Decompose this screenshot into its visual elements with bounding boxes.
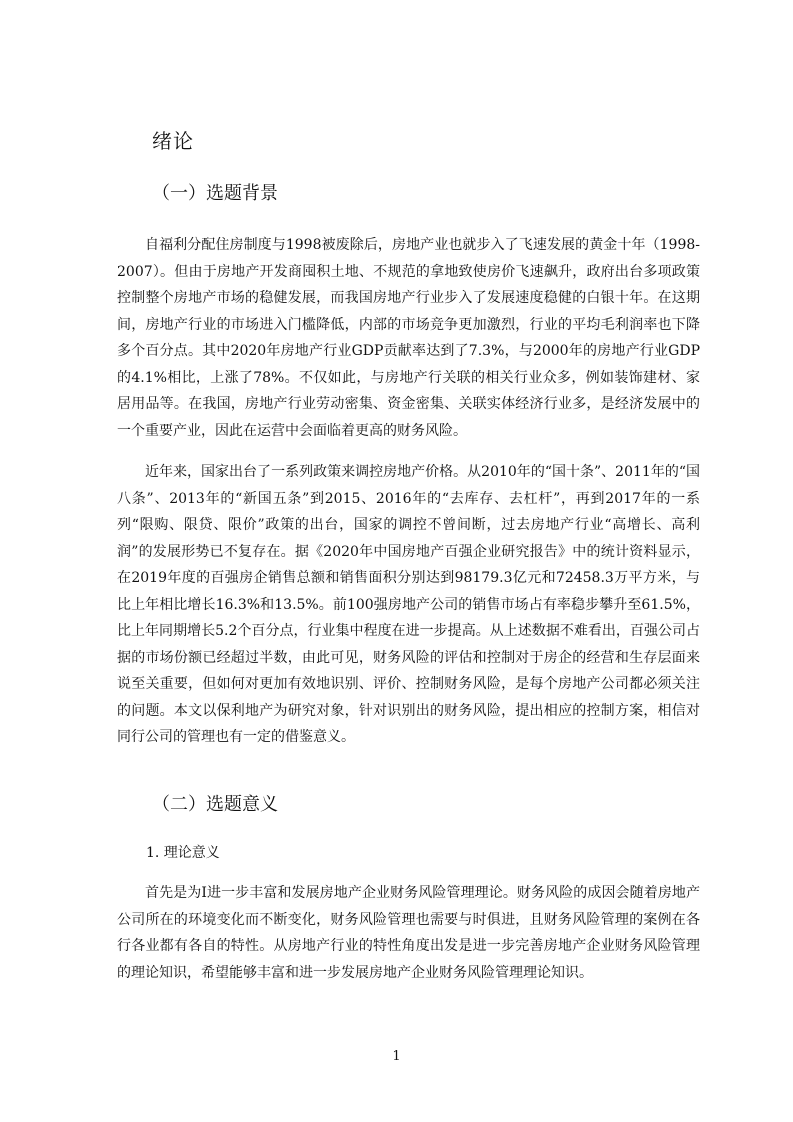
- paragraph-background-1: 自福利分配住房制度与1998被废除后，房地产业也就步入了飞速发展的黄金十年（1998-2007）。但由于房地产开发商囤积土地、不规范的拿地致使房价飞速飙升，政府出台多项政策控制整个房地产市场的稳健发展，而我国房地产行业步入了发展速度稳健的白银十年。在这期间，房地产行业的市场进入门槛降低，内部的市场竞争更加激烈，行业的平均毛利润率也下降多个百分点。其中2020年房地产行业GDP贡献率达到了7.3%，与2000年的房地产行业GDP的4.1%相比，上涨了78%。不仅如此，与房地产行关联的相关行业众多，例如装饰建材、家居用品等。在我国，房地产行业劳动密集、资金密集、关联实体经济行业多，是经济发展中的一个重要产业，因此在运营中会面临着更高的财务风险。: [117, 237, 700, 439]
- paragraph-background-2: 近年来，国家出台了一系列政策来调控房地产价格。从2010年的“国十条”、2011年的“国八条”、2013年的“新国五条”到2015、2016年的“去库存、去杠杆”，再到2017年的一系列“限购、限贷、限价”政策的出台，国家的调控不曾间断，过去房地产行业“高增长、高利润”的发展形势已不复存在。据《2020年中国房地产百强企业研究报告》中的统计资料显示，在2019年度的百强房企销售总额和销售面积分别达到98179.3亿元和72458.3万平方米，与比上年相比增长16.3%和13.5%。前100强房地产公司的销售市场占有率稳步攀升至61.5%，比上年同期增长5.2个百分点，行业集中程度在进一步提高。从上述数据不难看出，百强公司占据的市场份额已经超过半数，由此可见，财务风险的评估和控制对于房企的经营和生存层面来说至关重要，但如何对更加有效地识别、评价、控制财务风险，是每个房地产公司都必须关注的问题。本文以保利地产为研究对象，针对识别出的财务风险，提出相应的控制方案，相信对同行公司的管理也有一定的借鉴意义。: [117, 464, 700, 745]
- section-title-background: （一）选题背景: [152, 183, 278, 204]
- section-title-significance: （二）选题意义: [152, 794, 278, 815]
- paragraph-theory-1: 首先是为I进一步丰富和发展房地产企业财务风险管理理论。财务风险的成因会随着房地产公司所在的环境变化而不断变化，财务风险管理也需要与时俱进，且财务风险管理的案例在各行各业都有各自的特性。从房地产行业的特性角度出发是进一步完善房地产企业财务风险管理的理论知识，希望能够丰富和进一步发展房地产企业财务风险管理理论知识。: [117, 885, 700, 981]
- page-number: 1: [392, 1049, 401, 1064]
- subsection-title-theory: 1. 理论意义: [146, 845, 220, 861]
- chapter-heading: 绪论: [152, 129, 194, 153]
